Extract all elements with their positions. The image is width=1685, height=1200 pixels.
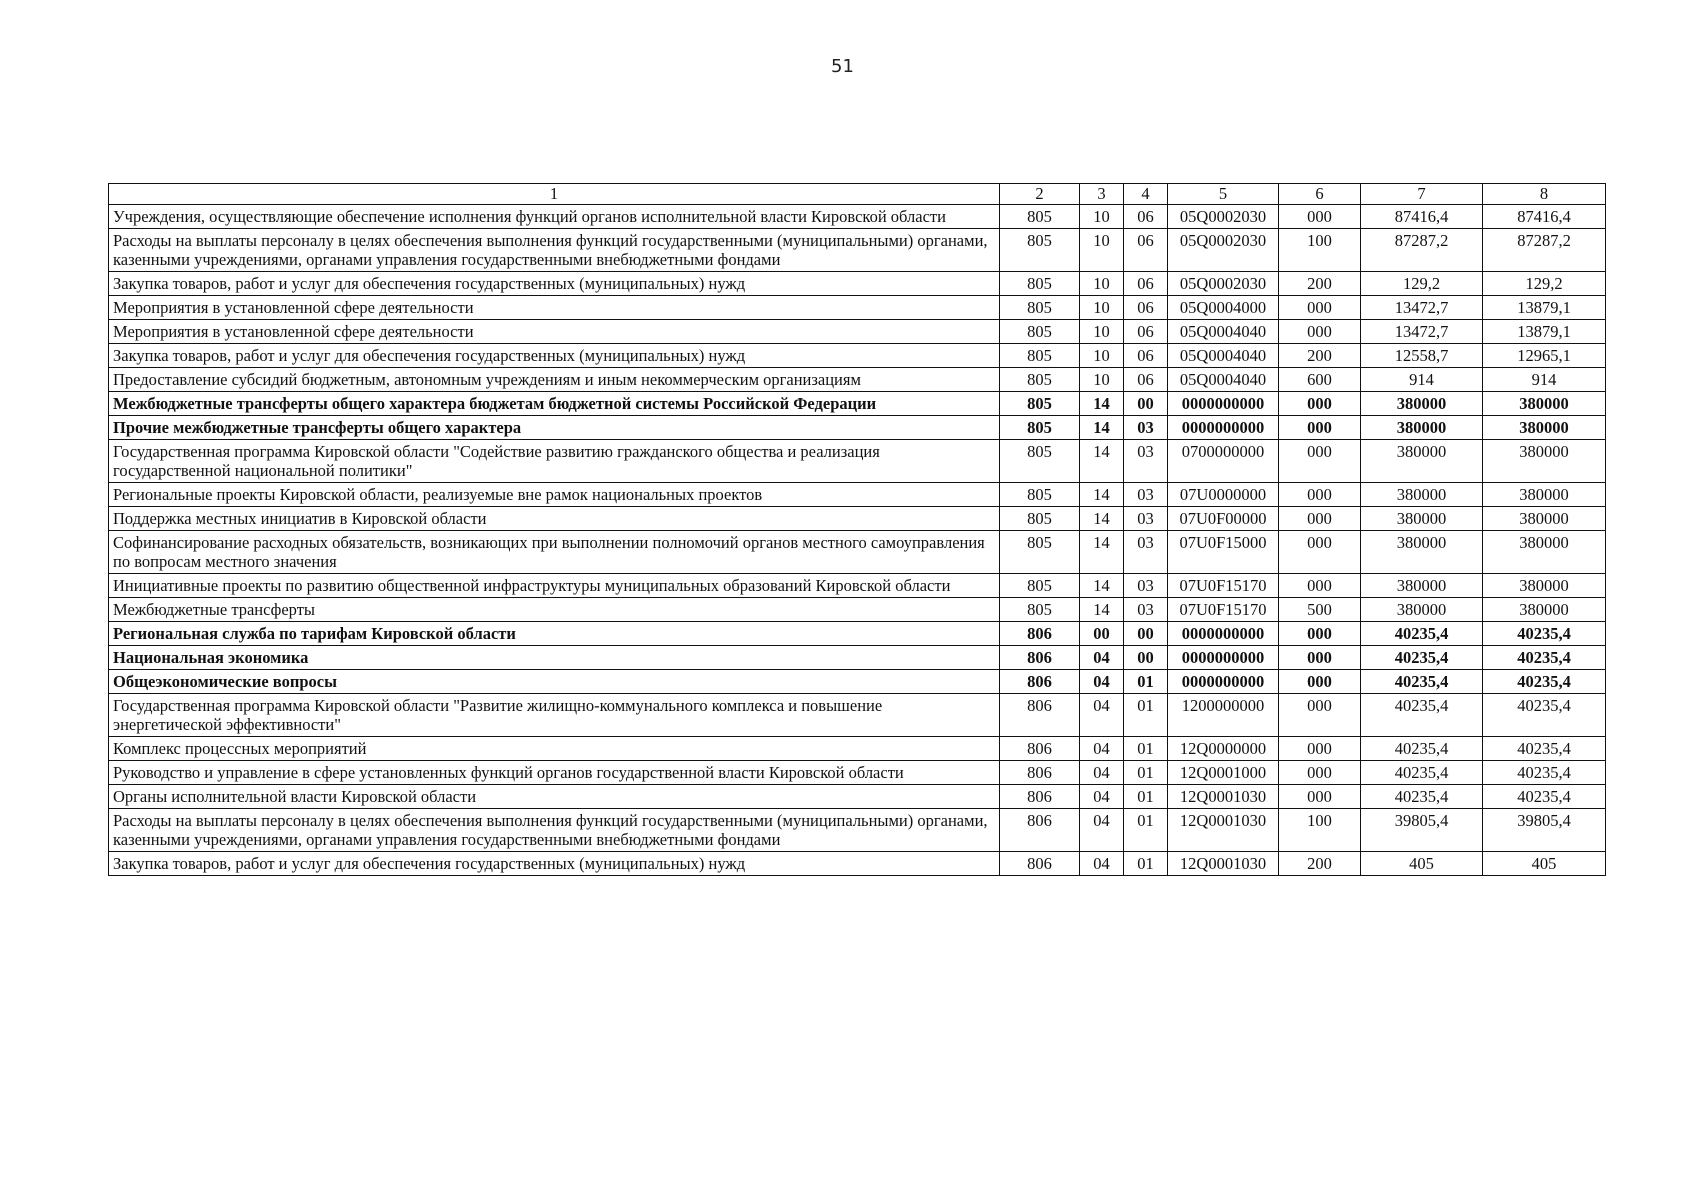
row-amount-year2: 380000 xyxy=(1483,392,1606,416)
row-description: Национальная экономика xyxy=(109,646,1000,670)
row-description: Поддержка местных инициатив в Кировской области xyxy=(109,507,1000,531)
row-amount-year1: 380000 xyxy=(1361,598,1483,622)
table-row xyxy=(109,574,1606,598)
row-subsection: 06 xyxy=(1124,344,1168,368)
row-subsection: 01 xyxy=(1124,694,1168,737)
row-subsection: 03 xyxy=(1124,483,1168,507)
row-section: 10 xyxy=(1080,272,1124,296)
column-header: 5 xyxy=(1168,184,1279,205)
row-subsection: 01 xyxy=(1124,809,1168,852)
row-expense-type: 000 xyxy=(1279,761,1361,785)
row-expense-type: 000 xyxy=(1279,483,1361,507)
row-description: Учреждения, осуществляющие обеспечение исполнения функций органов исполнительной власти Кировской области xyxy=(109,205,1000,229)
row-section: 14 xyxy=(1080,574,1124,598)
row-subsection: 01 xyxy=(1124,852,1168,876)
row-expense-type: 000 xyxy=(1279,416,1361,440)
page-number: 51 xyxy=(831,56,854,77)
row-amount-year2: 914 xyxy=(1483,368,1606,392)
row-ministry: 805 xyxy=(1000,416,1080,440)
row-target-article: 12Q0001030 xyxy=(1168,785,1279,809)
row-expense-type: 000 xyxy=(1279,531,1361,574)
row-amount-year2: 380000 xyxy=(1483,574,1606,598)
row-amount-year1: 40235,4 xyxy=(1361,785,1483,809)
row-amount-year1: 129,2 xyxy=(1361,272,1483,296)
row-description: Мероприятия в установленной сфере деятельности xyxy=(109,296,1000,320)
table-row xyxy=(109,646,1606,670)
row-description: Софинансирование расходных обязательств, возникающих при выполнении полномочий органов местного самоуправления по вопросам местного значения xyxy=(109,531,1000,574)
row-target-article: 05Q0004040 xyxy=(1168,344,1279,368)
row-target-article: 07U0000000 xyxy=(1168,483,1279,507)
row-ministry: 806 xyxy=(1000,694,1080,737)
row-subsection: 06 xyxy=(1124,368,1168,392)
row-ministry: 806 xyxy=(1000,809,1080,852)
row-amount-year2: 12965,1 xyxy=(1483,344,1606,368)
row-ministry: 806 xyxy=(1000,852,1080,876)
table-row xyxy=(109,483,1606,507)
table-row xyxy=(109,670,1606,694)
column-header: 4 xyxy=(1124,184,1168,205)
row-amount-year1: 405 xyxy=(1361,852,1483,876)
row-section: 04 xyxy=(1080,694,1124,737)
row-amount-year1: 40235,4 xyxy=(1361,646,1483,670)
row-expense-type: 000 xyxy=(1279,622,1361,646)
row-ministry: 806 xyxy=(1000,622,1080,646)
row-section: 14 xyxy=(1080,483,1124,507)
column-header: 3 xyxy=(1080,184,1124,205)
table-row xyxy=(109,344,1606,368)
row-ministry: 805 xyxy=(1000,296,1080,320)
row-subsection: 01 xyxy=(1124,785,1168,809)
row-description: Мероприятия в установленной сфере деятельности xyxy=(109,320,1000,344)
row-section: 04 xyxy=(1080,646,1124,670)
row-target-article: 12Q0001030 xyxy=(1168,809,1279,852)
row-section: 04 xyxy=(1080,809,1124,852)
row-amount-year1: 87287,2 xyxy=(1361,229,1483,272)
column-header: 7 xyxy=(1361,184,1483,205)
row-amount-year1: 380000 xyxy=(1361,416,1483,440)
row-section: 10 xyxy=(1080,320,1124,344)
column-header: 8 xyxy=(1483,184,1606,205)
table-row xyxy=(109,761,1606,785)
row-expense-type: 000 xyxy=(1279,205,1361,229)
row-subsection: 03 xyxy=(1124,440,1168,483)
row-amount-year2: 40235,4 xyxy=(1483,622,1606,646)
row-expense-type: 000 xyxy=(1279,320,1361,344)
row-target-article: 05Q0004000 xyxy=(1168,296,1279,320)
row-amount-year1: 380000 xyxy=(1361,440,1483,483)
row-expense-type: 600 xyxy=(1279,368,1361,392)
table-row xyxy=(109,737,1606,761)
table-row xyxy=(109,392,1606,416)
row-expense-type: 100 xyxy=(1279,229,1361,272)
row-amount-year2: 87287,2 xyxy=(1483,229,1606,272)
row-target-article: 05Q0002030 xyxy=(1168,272,1279,296)
row-expense-type: 200 xyxy=(1279,272,1361,296)
row-amount-year1: 40235,4 xyxy=(1361,694,1483,737)
row-amount-year2: 129,2 xyxy=(1483,272,1606,296)
row-section: 14 xyxy=(1080,392,1124,416)
table-row xyxy=(109,416,1606,440)
row-ministry: 805 xyxy=(1000,205,1080,229)
row-description: Комплекс процессных мероприятий xyxy=(109,737,1000,761)
row-amount-year2: 40235,4 xyxy=(1483,761,1606,785)
row-expense-type: 000 xyxy=(1279,694,1361,737)
row-target-article: 0000000000 xyxy=(1168,670,1279,694)
row-expense-type: 000 xyxy=(1279,507,1361,531)
row-section: 14 xyxy=(1080,416,1124,440)
row-amount-year1: 13472,7 xyxy=(1361,296,1483,320)
table-row xyxy=(109,507,1606,531)
table-header xyxy=(109,184,1606,205)
row-description: Закупка товаров, работ и услуг для обеспечения государственных (муниципальных) нужд xyxy=(109,852,1000,876)
row-target-article: 05Q0004040 xyxy=(1168,368,1279,392)
row-section: 04 xyxy=(1080,785,1124,809)
table-row xyxy=(109,272,1606,296)
row-expense-type: 000 xyxy=(1279,574,1361,598)
row-amount-year2: 40235,4 xyxy=(1483,737,1606,761)
row-ministry: 805 xyxy=(1000,344,1080,368)
row-description: Региональные проекты Кировской области, реализуемые вне рамок национальных проектов xyxy=(109,483,1000,507)
row-amount-year1: 40235,4 xyxy=(1361,761,1483,785)
table-row xyxy=(109,296,1606,320)
row-subsection: 01 xyxy=(1124,737,1168,761)
row-target-article: 05Q0002030 xyxy=(1168,205,1279,229)
row-description: Закупка товаров, работ и услуг для обеспечения государственных (муниципальных) нужд xyxy=(109,272,1000,296)
row-ministry: 805 xyxy=(1000,320,1080,344)
row-amount-year1: 13472,7 xyxy=(1361,320,1483,344)
row-amount-year2: 380000 xyxy=(1483,483,1606,507)
row-amount-year2: 380000 xyxy=(1483,440,1606,483)
row-target-article: 0000000000 xyxy=(1168,416,1279,440)
row-description: Расходы на выплаты персоналу в целях обеспечения выполнения функций государственными (муниципальными) органами, казенными учреждениями, органами управления государственными внебюджетными фондами xyxy=(109,809,1000,852)
row-ministry: 805 xyxy=(1000,507,1080,531)
header-row xyxy=(109,184,1606,205)
row-amount-year2: 40235,4 xyxy=(1483,646,1606,670)
row-amount-year1: 380000 xyxy=(1361,507,1483,531)
row-subsection: 01 xyxy=(1124,761,1168,785)
row-amount-year1: 40235,4 xyxy=(1361,737,1483,761)
row-target-article: 07U0F15000 xyxy=(1168,531,1279,574)
row-subsection: 03 xyxy=(1124,598,1168,622)
row-expense-type: 000 xyxy=(1279,785,1361,809)
table-row xyxy=(109,440,1606,483)
row-target-article: 0000000000 xyxy=(1168,646,1279,670)
row-description: Закупка товаров, работ и услуг для обеспечения государственных (муниципальных) нужд xyxy=(109,344,1000,368)
row-ministry: 805 xyxy=(1000,598,1080,622)
table-row xyxy=(109,598,1606,622)
table-row xyxy=(109,368,1606,392)
row-amount-year2: 87416,4 xyxy=(1483,205,1606,229)
row-description: Руководство и управление в сфере установленных функций органов государственной власти Кировской области xyxy=(109,761,1000,785)
row-amount-year2: 40235,4 xyxy=(1483,694,1606,737)
row-expense-type: 000 xyxy=(1279,670,1361,694)
row-subsection: 03 xyxy=(1124,574,1168,598)
row-subsection: 00 xyxy=(1124,392,1168,416)
row-description: Межбюджетные трансферты xyxy=(109,598,1000,622)
table-row xyxy=(109,809,1606,852)
row-expense-type: 500 xyxy=(1279,598,1361,622)
row-expense-type: 000 xyxy=(1279,646,1361,670)
row-section: 04 xyxy=(1080,737,1124,761)
row-amount-year1: 380000 xyxy=(1361,574,1483,598)
row-description: Расходы на выплаты персоналу в целях обеспечения выполнения функций государственными (муниципальными) органами, казенными учреждениями, органами управления государственными внебюджетными фондами xyxy=(109,229,1000,272)
row-subsection: 03 xyxy=(1124,531,1168,574)
row-amount-year1: 87416,4 xyxy=(1361,205,1483,229)
row-description: Государственная программа Кировской области "Содействие развитию гражданского общества и реализация государственной национальной политики" xyxy=(109,440,1000,483)
row-section: 14 xyxy=(1080,531,1124,574)
row-amount-year1: 914 xyxy=(1361,368,1483,392)
row-description: Межбюджетные трансферты общего характера бюджетам бюджетной системы Российской Федерации xyxy=(109,392,1000,416)
row-description: Общеэкономические вопросы xyxy=(109,670,1000,694)
row-section: 10 xyxy=(1080,229,1124,272)
row-description: Органы исполнительной власти Кировской области xyxy=(109,785,1000,809)
column-header: 6 xyxy=(1279,184,1361,205)
row-description: Региональная служба по тарифам Кировской области xyxy=(109,622,1000,646)
row-section: 04 xyxy=(1080,761,1124,785)
row-section: 04 xyxy=(1080,670,1124,694)
column-header: 2 xyxy=(1000,184,1080,205)
row-section: 14 xyxy=(1080,440,1124,483)
row-target-article: 12Q0001000 xyxy=(1168,761,1279,785)
table-row xyxy=(109,531,1606,574)
row-subsection: 06 xyxy=(1124,320,1168,344)
row-target-article: 1200000000 xyxy=(1168,694,1279,737)
row-section: 10 xyxy=(1080,296,1124,320)
row-subsection: 06 xyxy=(1124,205,1168,229)
row-amount-year1: 40235,4 xyxy=(1361,670,1483,694)
row-target-article: 12Q0001030 xyxy=(1168,852,1279,876)
row-ministry: 805 xyxy=(1000,574,1080,598)
row-expense-type: 200 xyxy=(1279,852,1361,876)
budget-table xyxy=(108,183,1606,876)
table-row xyxy=(109,622,1606,646)
row-ministry: 805 xyxy=(1000,272,1080,296)
row-amount-year2: 39805,4 xyxy=(1483,809,1606,852)
row-target-article: 12Q0000000 xyxy=(1168,737,1279,761)
row-section: 00 xyxy=(1080,622,1124,646)
row-ministry: 806 xyxy=(1000,670,1080,694)
row-subsection: 03 xyxy=(1124,416,1168,440)
row-section: 14 xyxy=(1080,598,1124,622)
table-row xyxy=(109,785,1606,809)
row-amount-year1: 380000 xyxy=(1361,392,1483,416)
row-amount-year1: 380000 xyxy=(1361,483,1483,507)
row-amount-year2: 405 xyxy=(1483,852,1606,876)
row-expense-type: 000 xyxy=(1279,737,1361,761)
row-ministry: 805 xyxy=(1000,392,1080,416)
row-section: 10 xyxy=(1080,205,1124,229)
row-ministry: 805 xyxy=(1000,229,1080,272)
row-expense-type: 200 xyxy=(1279,344,1361,368)
row-ministry: 805 xyxy=(1000,531,1080,574)
table-row xyxy=(109,320,1606,344)
row-ministry: 805 xyxy=(1000,483,1080,507)
row-amount-year2: 13879,1 xyxy=(1483,320,1606,344)
row-subsection: 06 xyxy=(1124,272,1168,296)
row-ministry: 805 xyxy=(1000,440,1080,483)
row-subsection: 06 xyxy=(1124,229,1168,272)
row-amount-year1: 40235,4 xyxy=(1361,622,1483,646)
row-amount-year1: 39805,4 xyxy=(1361,809,1483,852)
row-description: Прочие межбюджетные трансферты общего характера xyxy=(109,416,1000,440)
row-amount-year1: 380000 xyxy=(1361,531,1483,574)
table-row xyxy=(109,852,1606,876)
row-expense-type: 000 xyxy=(1279,392,1361,416)
row-target-article: 0000000000 xyxy=(1168,392,1279,416)
row-amount-year1: 12558,7 xyxy=(1361,344,1483,368)
table-row xyxy=(109,205,1606,229)
row-amount-year2: 380000 xyxy=(1483,531,1606,574)
row-subsection: 00 xyxy=(1124,646,1168,670)
row-amount-year2: 40235,4 xyxy=(1483,670,1606,694)
row-target-article: 0700000000 xyxy=(1168,440,1279,483)
row-subsection: 03 xyxy=(1124,507,1168,531)
row-amount-year2: 380000 xyxy=(1483,416,1606,440)
row-section: 10 xyxy=(1080,344,1124,368)
row-section: 14 xyxy=(1080,507,1124,531)
row-section: 04 xyxy=(1080,852,1124,876)
table-body xyxy=(109,205,1606,876)
row-expense-type: 000 xyxy=(1279,296,1361,320)
row-amount-year2: 13879,1 xyxy=(1483,296,1606,320)
row-target-article: 05Q0002030 xyxy=(1168,229,1279,272)
row-expense-type: 000 xyxy=(1279,440,1361,483)
row-amount-year2: 40235,4 xyxy=(1483,785,1606,809)
row-ministry: 806 xyxy=(1000,737,1080,761)
column-header: 1 xyxy=(109,184,1000,205)
row-description: Государственная программа Кировской области "Развитие жилищно-коммунального комплекса и повышение энергетической эффективности" xyxy=(109,694,1000,737)
row-expense-type: 100 xyxy=(1279,809,1361,852)
row-target-article: 0000000000 xyxy=(1168,622,1279,646)
row-section: 10 xyxy=(1080,368,1124,392)
table-row xyxy=(109,229,1606,272)
row-subsection: 06 xyxy=(1124,296,1168,320)
row-ministry: 806 xyxy=(1000,761,1080,785)
row-amount-year2: 380000 xyxy=(1483,598,1606,622)
row-target-article: 07U0F00000 xyxy=(1168,507,1279,531)
row-ministry: 806 xyxy=(1000,785,1080,809)
row-subsection: 01 xyxy=(1124,670,1168,694)
row-target-article: 07U0F15170 xyxy=(1168,574,1279,598)
row-description: Предоставление субсидий бюджетным, автономным учреждениям и иным некоммерческим организациям xyxy=(109,368,1000,392)
row-description: Инициативные проекты по развитию общественной инфраструктуры муниципальных образований Кировской области xyxy=(109,574,1000,598)
row-target-article: 05Q0004040 xyxy=(1168,320,1279,344)
table-row xyxy=(109,694,1606,737)
row-subsection: 00 xyxy=(1124,622,1168,646)
row-target-article: 07U0F15170 xyxy=(1168,598,1279,622)
row-ministry: 806 xyxy=(1000,646,1080,670)
row-ministry: 805 xyxy=(1000,368,1080,392)
row-amount-year2: 380000 xyxy=(1483,507,1606,531)
